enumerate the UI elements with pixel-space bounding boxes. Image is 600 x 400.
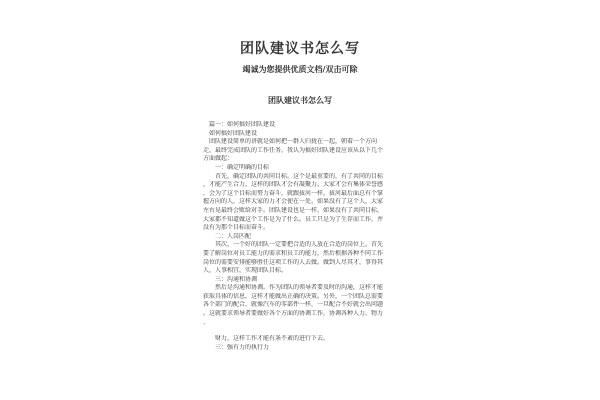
body-line: 、: [203, 318, 210, 326]
body-line: 三：强有力的执行力: [203, 343, 270, 351]
body-line: 握方向的人，这样大家的力才会使在一处。如果没有了这个人，大家: [203, 198, 384, 206]
body-line: ，才能产生合力，这样的团队才会有凝聚力。大家才会有集体荣誉感: [203, 181, 384, 189]
document-subtitle: 竭诚为您提供优质文档/双击可除: [242, 65, 358, 74]
body-line: 然后是沟通和协调。作为团队的领导者要及时的沟通，这样才能: [203, 284, 384, 292]
body-line: 方面做起：: [203, 155, 234, 163]
body-line: 团队建设简单的讲就是如何把一群人归拢在一起，朝着一个方向: [203, 138, 378, 146]
body-line: 首先，确定团队的共同目标。这个是最重要的，有了共同的目标: [203, 172, 384, 180]
body-line: 。这就要求领导者要做好各个方面的协调工作，协调各种人力、物力: [203, 310, 384, 318]
body-line: 人，人事相宜，实现团队目标。: [203, 267, 288, 275]
body-line: 走，最终完成团队的工作任务。我认为搞好团队建设应该从以下几个: [203, 146, 384, 154]
body-line: 其次，一个好的团队一定要把合适的人放在合适的岗位上。首先: [203, 241, 384, 249]
body-line: ，会为了这个目标而努力奋斗，就跟拔河一样，拔河最后面总有个掌: [203, 189, 384, 197]
body-line: 二：人岗匹配: [203, 232, 252, 240]
body-line: 各个部门的配合，就像汽车的零部件一样，一旦配合不好就会出问题: [203, 301, 384, 309]
body-line: 大家都不知道做这个工作是为了什么。员工只是为了生存而工作，并: [203, 215, 384, 223]
paragraph-gap: [203, 327, 403, 335]
body-line: 一：确定明确的目标: [203, 163, 270, 171]
body-line: 获取具体的信息，这样才能做出正确的决策。另外，一个团队总需要: [203, 292, 384, 300]
body-line: 要了解岗位对员工能力的需求和员工的能力，然后根据各种不同工作: [203, 249, 384, 257]
document-title: 团队建议书怎么写: [240, 41, 360, 57]
document-body: [203, 121, 403, 352]
body-line: 左右晃最终会败给对手。团队建设也是一样，如果没有了共同目标，: [203, 206, 384, 214]
section-title: 团队建议书怎么写: [268, 96, 332, 105]
body-line: 如何搞好团队建设: [203, 129, 258, 137]
body-line: 篇一：如何搞好团队建设: [203, 121, 276, 128]
body-line: 三：沟通和协调: [203, 275, 258, 283]
body-line: 没有为那个目标而奋斗。: [203, 224, 270, 232]
body-line: 岗位的需要安排能够胜任这项工作的人去做。做到人尽其才，事得其: [203, 258, 384, 266]
body-line: 财力，这样工作才能有条不紊的进行下去。: [203, 335, 330, 343]
